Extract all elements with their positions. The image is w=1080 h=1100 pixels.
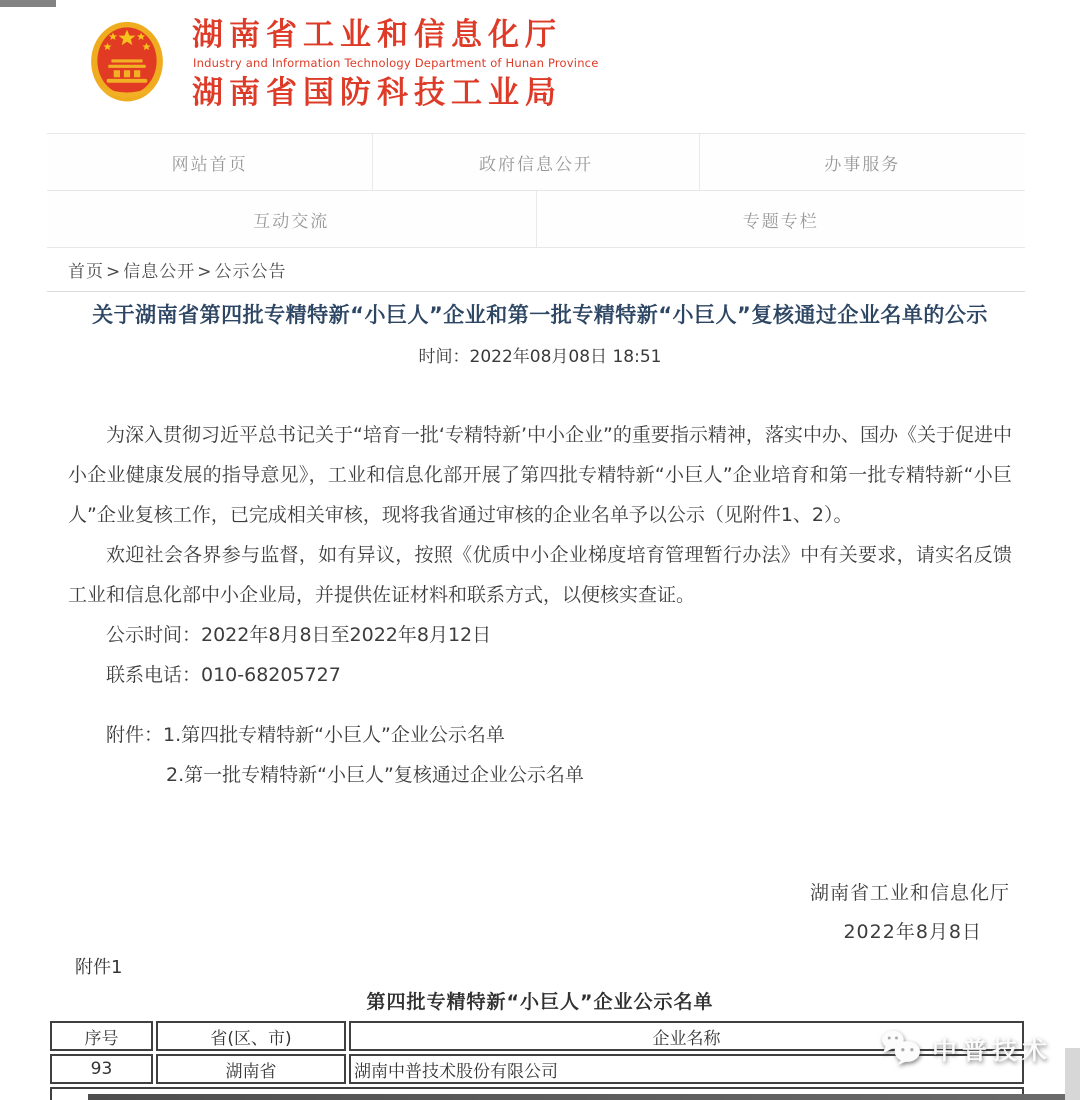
attachment-item-2: 2.第一批专精特新“小巨人”复核通过企业公示名单 (166, 764, 584, 786)
nav-row-1 (47, 134, 1025, 191)
screenshot-artifact-right-edge (1065, 1048, 1080, 1100)
org-names (192, 12, 598, 110)
paragraph-1: 为深入贯彻习近平总书记关于“培育一批‘专精特新’中小企业”的重要指示精神，落实中办、国办《关于促进中小企业健康发展的指导意见》，工业和信息化部开展了第四批专精特新“小巨人”企业培育和第一批专精特新“小巨人”企业复核工作，已完成相关审核，现将我省通过审核的企业名单予以公示（见附件1、2）。 (68, 424, 1012, 526)
screenshot-artifact-bottom-edge (88, 1094, 1080, 1100)
cell-no: 93 (50, 1054, 153, 1084)
breadcrumb-announcements: 公示公告 (214, 262, 287, 282)
nav-row-2 (47, 191, 1025, 248)
watermark-text: 中普技术 (932, 1036, 1053, 1065)
header-cell-no: 序号 (50, 1021, 153, 1051)
breadcrumb (68, 257, 287, 282)
attachment-line-1 (68, 715, 1012, 755)
breadcrumb-separator: > (106, 262, 122, 282)
attachments-list (68, 715, 1012, 795)
main-nav (47, 133, 1025, 248)
site-header (88, 12, 598, 112)
breadcrumb-home[interactable]: 首页 (68, 262, 104, 282)
org-name-english: Industry and Information Technology Department of Hunan Province (193, 56, 599, 70)
article-title: 关于湖南省第四批专精特新“小巨人”企业和第一批专精特新“小巨人”复核通过企业名单的公示 (92, 303, 988, 327)
nav-item-services[interactable]: 办事服务 (699, 134, 1025, 190)
publish-time: 时间：2022年08月08日 18:51 (418, 347, 662, 367)
header-cell-province: 省(区、市) (156, 1021, 346, 1051)
signature-date: 2022年8月8日 (843, 921, 982, 943)
article-body (68, 415, 1012, 695)
signature-org: 湖南省工业和信息化厅 (809, 882, 1010, 904)
watermark (878, 1028, 1052, 1070)
cell-company: 湖南中普技术股份有限公司 (349, 1054, 1024, 1084)
contact-phone: 联系电话：010-68205727 (106, 664, 341, 686)
header-cell-company: 企业名称 (349, 1021, 1024, 1051)
org-name-secondary: 湖南省国防科技工业局 (192, 75, 562, 111)
cell-province: 湖南省 (156, 1054, 346, 1084)
table-title: 第四批专精特新“小巨人”企业公示名单 (366, 991, 714, 1013)
org-name-primary: 湖南省工业和信息化厅 (192, 17, 562, 53)
nav-item-interaction[interactable]: 互动交流 (47, 191, 536, 247)
wechat-icon (878, 1028, 924, 1070)
nav-item-gov-info[interactable]: 政府信息公开 (372, 134, 698, 190)
breadcrumb-separator: > (197, 262, 213, 282)
screenshot-artifact-top-left (0, 0, 56, 7)
breadcrumb-divider (47, 291, 1025, 292)
nav-item-home[interactable]: 网站首页 (47, 134, 372, 190)
paragraph-2: 欢迎社会各界参与监督，如有异议，按照《优质中小企业梯度培育管理暂行办法》中有关要求，请实名反馈工业和信息化部中小企业局，并提供佐证材料和联系方式，以便核实查证。 (68, 544, 1012, 606)
attachments-label: 附件： (106, 724, 164, 746)
breadcrumb-info-disclosure[interactable]: 信息公开 (123, 262, 196, 282)
notice-period: 公示时间：2022年8月8日至2022年8月12日 (106, 624, 492, 646)
nav-item-special-columns[interactable]: 专题专栏 (536, 191, 1026, 247)
attachment-item-1: 1.第四批专精特新“小巨人”企业公示名单 (163, 724, 505, 746)
attachment1-label: 附件1 (75, 957, 123, 978)
china-national-emblem-icon (88, 16, 166, 112)
